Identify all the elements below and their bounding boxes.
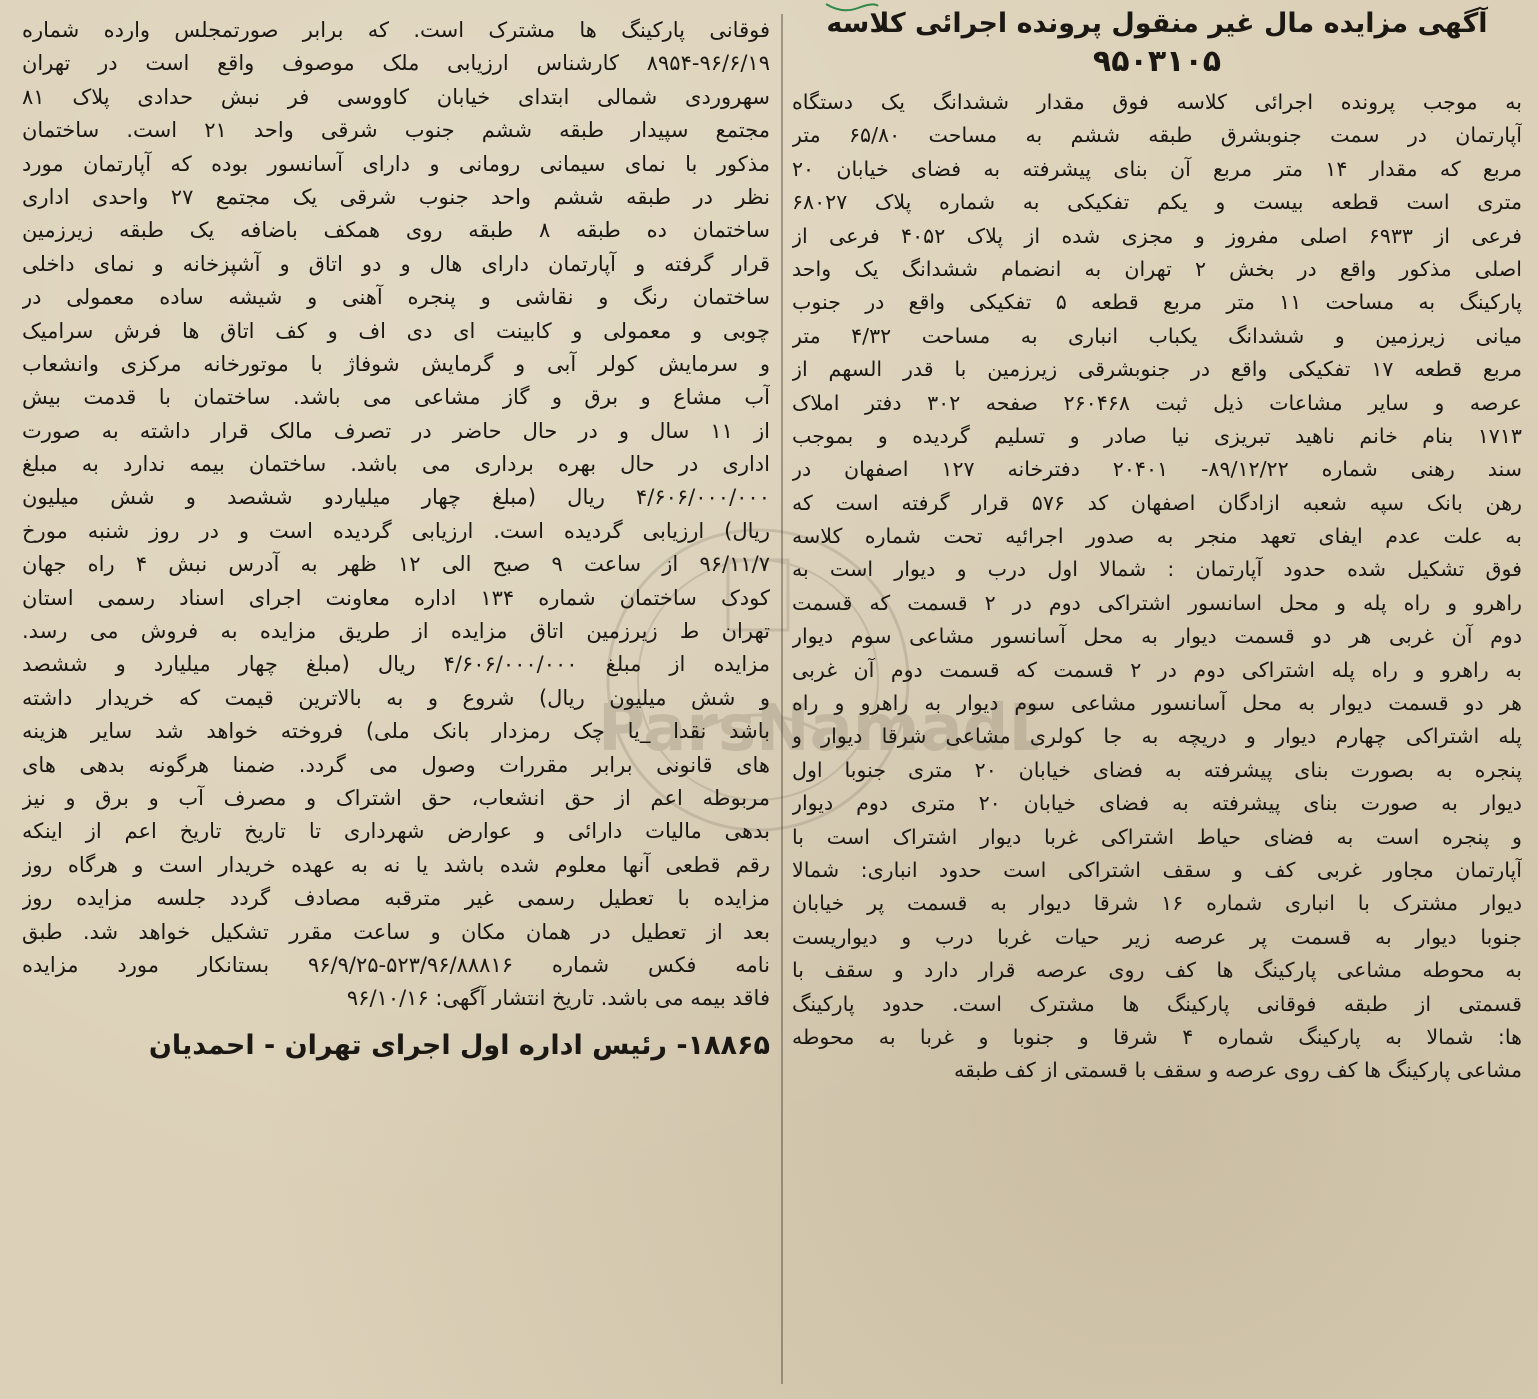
text-line: میانی زیرزمین و ششدانگ یکباب انباری به مساحت ۴/۳۲ متر	[792, 323, 1522, 348]
text-line: و سرمایش کولر آبی و گرمایش شوفاژ با موتورخانه مرکزی وانشعاب	[22, 351, 770, 376]
text-line: مذکور با نمای سیمانی رومانی و دارای آسانسور بوده که آپارتمان مورد	[22, 151, 770, 176]
text-line: و شش میلیون ریال) شروع و به بالاترین قیمت که خریدار داشته	[22, 685, 770, 710]
text-line: مشاعی پارکینگ ها کف روی عرصه و سقف با قسمتی از کف طبقه	[953, 1058, 1522, 1083]
right-column	[792, 0, 1522, 1399]
text-line: دوم آن غربی هر دو قسمت دیوار به محل آسانسور مشاعی سوم دیوار	[792, 624, 1522, 649]
text-line: ۴/۶۰۶/۰۰۰/۰۰۰ ریال (مبلغ چهار میلیاردو ششصد و شش میلیون	[22, 485, 770, 510]
text-line: نامه فکس شماره ۵۲۳/۹۶/۸۸۸۱۶-۹۶/۹/۲۵ بستانکار مورد مزایده	[22, 952, 770, 977]
text-line: فرعی از ۶۹۳۳ اصلی مفروز و مجزی شده از پلاک ۴۰۵۲ فرعی از	[792, 223, 1522, 248]
text-line: سهروردی شمالی ابتدای خیابان کاووسی فر نبش حدادی پلاک ۸۱	[22, 84, 770, 109]
text-line: پنجره به بصورت بنای پیشرفته به فضای خیابان ۲۰ متری جنوبا اول	[792, 757, 1522, 782]
text-line: بعد از تعطیل در همان مکان و ساعت مقرر تشکیل خواهد شد. طبق	[22, 919, 770, 944]
text-line: راهرو و راه پله و محل اسانسور اشتراکی دوم در ۲ قسمت که قسمت	[792, 590, 1522, 615]
text-line: به راهرو و راه پله اشتراکی دوم در ۲ قسمت که قسمت دوم آن غربی	[792, 657, 1522, 682]
text-line: کودک ساختمان شماره ۱۳۴ اداره معاونت اجرای اسناد رسمی استان	[22, 585, 770, 610]
text-line: ۸۹۵۴-۹۶/۶/۱۹ کارشناس ارزیابی ملک موصوف واقع است در تهران	[22, 51, 770, 76]
text-line: ریال) ارزیابی گردیده است. ارزیابی گردیده است و در روز شنبه مورخ	[22, 518, 770, 543]
text-line: متری است قطعه بیست و یکم تفکیکی به شماره پلاک ۶۸۰۲۷	[792, 190, 1522, 215]
text-line: دیوار مشترک با انباری شماره ۱۶ شرقا دیوار به قسمت پر خیابان	[792, 891, 1522, 916]
text-line: باشد نقدا _یا چک رمزدار بانک ملی) فروخته خواهد شد سایر هزینه	[22, 719, 770, 744]
text-line: قرار گرفته و آپارتمان دارای هال و دو اتاق و آشپزخانه و نمای داخلی	[22, 251, 770, 276]
text-line: ها: شمالا به پارکینگ شماره ۴ شرقا و جنوبا و غربا به محوطه	[792, 1024, 1522, 1049]
text-line: قسمتی از طبقه فوقانی پارکینگ ها مشترک است. حدود پارکینگ	[792, 991, 1522, 1016]
text-line: فاقد بیمه می باشد. تاریخ انتشار آگهی: ۹۶/۱۰/۱۶	[346, 986, 770, 1011]
right-column-body	[792, 86, 1522, 1088]
left-column	[22, 0, 770, 1399]
text-line: ۹۶/۱۱/۷ از ساعت ۹ صبح الی ۱۲ ظهر به آدرس نبش ۴ راه جهان	[22, 552, 770, 577]
signature-line: ۱۸۸۶۵- رئیس اداره اول اجرای تهران - احمدیان	[148, 1029, 770, 1061]
text-line: اصلی مذکور واقع در بخش ۲ تهران به انضمام ششدانگ یک واحد	[792, 256, 1522, 281]
text-line: آب مشاع و برق و گاز مشاعی می باشد. ساختمان با قدمت بیش	[22, 385, 770, 410]
text-line: فوقانی پارکینگ ها مشترک است. که برابر صورتمجلس وارده شماره	[22, 18, 770, 42]
left-column-body	[22, 14, 770, 1016]
text-line: و پنجره است به فضای حیاط اشتراکی غربا دیوار اشتراک است با	[792, 824, 1522, 849]
text-line: رقم قطعی آنها معلوم شده باشد یا نه به عهده خریدار است و هرگاه روز	[22, 852, 770, 877]
text-line: دیوار به صورت بنای پیشرفته به فضای خیابان ۲۰ متری دوم دیوار	[792, 791, 1522, 816]
text-line: ساختمان رنگ و نقاشی و پنجره آهنی و شیشه ساده معمولی در	[22, 285, 770, 310]
text-line: مربع قطعه ۱۷ تفکیکی واقع در جنوبشرقی زیرزمین با قدر السهم از	[792, 357, 1522, 382]
text-line: مزایده با تعطیل رسمی غیر مترقبه مصادف گردد جلسه مزایده روز	[22, 886, 770, 911]
text-line: پله اشتراکی چهارم دیوار و دریچه به جا کولری مشاعی شرقا دیوار و	[792, 724, 1522, 749]
column-divider	[781, 14, 783, 1384]
text-line: از ۱۱ سال و در حال حاضر در تصرف مالک قرار داشته به صورت	[22, 418, 770, 443]
text-line: به موجب پرونده اجرائی کلاسه فوق مقدار ششدانگ یک دستگاه	[792, 90, 1522, 114]
text-line: آپارتمان مجاور غربی کف و سقف اشتراکی است حدود انباری: شمالا	[792, 857, 1522, 882]
text-line: پارکینگ به مساحت ۱۱ متر مربع قطعه ۵ تفکیکی واقع در جنوب	[792, 290, 1522, 315]
text-line: تهران ط زیرزمین اتاق مزایده از طریق مزایده به فروش می رسد.	[22, 619, 770, 644]
text-line: مربوطه اعم از حق انشعاب، حق اشتراک و مصرف آب و برق و نیز	[22, 785, 770, 810]
text-line: چوبی و معمولی و کابینت ای دی اف و کف اتاق ها فرش سرامیک	[22, 318, 770, 343]
text-line: های قانونی برابر مقررات وصول می گردد. ضمنا هرگونه بدهی های	[22, 752, 770, 777]
text-line: ۱۷۱۳ بنام خانم ناهید تبریزی نیا صادر و تسلیم گردیده و بموجب	[792, 423, 1522, 448]
notice-title: آگهی مزایده مال غیر منقول پرونده اجرائی کلاسه	[826, 8, 1488, 39]
text-line: رهن بانک سپه شعبه ازادگان اصفهان کد ۵۷۶ قرار گرفته است که	[792, 490, 1522, 515]
text-line: سند رهنی شماره ۸۹/۱۲/۲۲- ۲۰۴۰۱ دفترخانه ۱۲۷ اصفهان در	[792, 457, 1522, 482]
text-line: مجتمع سپیدار طبقه ششم جنوب شرقی واحد ۲۱ است. ساختمان	[22, 118, 770, 143]
svg-text:ParsNamadData: ParsNamadD	[598, 692, 1038, 766]
text-line: هر دو قسمت دیوار به محل آسانسور مشاعی سوم دیوار به راهرو و راه	[792, 691, 1522, 716]
text-line: مربع که مقدار ۱۴ متر مربع آن بنای پیشرفته به فضای خیابان ۲۰	[792, 156, 1522, 181]
case-number: ۹۵۰۳۱۰۵	[1092, 44, 1222, 79]
text-line: آپارتمان در سمت جنوبشرق طبقه ششم به مساحت ۶۵/۸۰ متر	[792, 123, 1522, 148]
text-line: فوق تشکیل شده حدود آپارتمان : شمالا اول درب و دیوار است به	[792, 557, 1522, 582]
text-line: مزایده از مبلغ ۴/۶۰۶/۰۰۰/۰۰۰ ریال (مبلغ چهار میلیارد و ششصد	[22, 652, 770, 677]
text-line: بدهی مالیات دارائی و عوارض شهرداری تا تاریخ تاریخ اعم از اینکه	[22, 819, 770, 844]
text-line: به علت عدم ایفای تعهد منجر به صدور اجرائیه تحت شماره کلاسه	[792, 524, 1522, 549]
text-line: اداری در حال بهره برداری می باشد. ساختمان بیمه ندارد به مبلغ	[22, 452, 770, 477]
text-line: به محوطه مشاعی پارکینگ ها کف روی عرصه قرار دارد و سقف با	[792, 958, 1522, 983]
text-line: جنوبا دیوار به قسمت پر عرصه زیر حیات غربا درب و دیواریست	[792, 924, 1522, 949]
text-line: ساختمان ده طبقه ۸ طبقه روی همکف باضافه یک طبقه زیرزمین	[22, 218, 770, 243]
text-line: نظر در طبقه ششم واحد جنوب شرقی یک مجتمع ۲۷ واحدی اداری	[22, 184, 770, 209]
text-line: عرصه و سایر مشاعات ذیل ثبت ۲۶۰۴۶۸ صفحه ۳۰۲ دفتر املاک	[792, 390, 1522, 415]
